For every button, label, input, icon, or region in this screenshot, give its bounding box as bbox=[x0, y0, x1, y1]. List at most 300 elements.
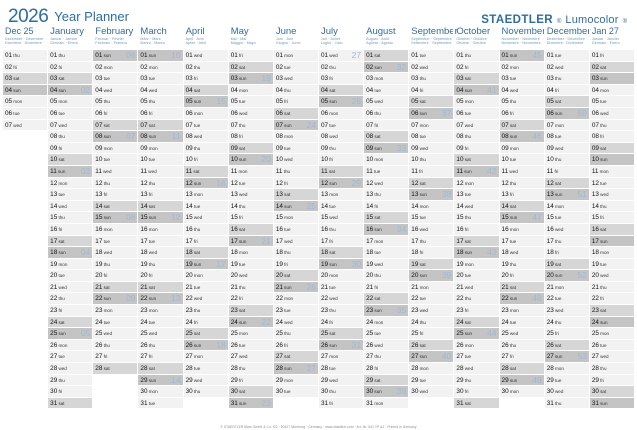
day-cell[interactable] bbox=[138, 131, 182, 143]
day-cell[interactable] bbox=[48, 328, 92, 340]
day-cell[interactable] bbox=[454, 328, 498, 340]
day-cell[interactable] bbox=[274, 166, 318, 178]
day-cell[interactable] bbox=[48, 317, 92, 329]
day-cell[interactable] bbox=[229, 108, 273, 120]
day-cell[interactable] bbox=[364, 178, 408, 190]
day-cell[interactable] bbox=[454, 375, 498, 387]
day-cell[interactable] bbox=[3, 50, 47, 62]
day-cell[interactable] bbox=[138, 363, 182, 375]
day-cell[interactable] bbox=[138, 224, 182, 236]
day-cell[interactable] bbox=[590, 85, 634, 97]
day-cell[interactable] bbox=[229, 166, 273, 178]
day-cell[interactable] bbox=[184, 189, 228, 201]
day-cell[interactable] bbox=[48, 201, 92, 213]
day-cell[interactable] bbox=[364, 131, 408, 143]
day-cell[interactable] bbox=[138, 178, 182, 190]
day-cell[interactable] bbox=[319, 375, 363, 387]
day-cell[interactable] bbox=[274, 259, 318, 271]
day-cell[interactable] bbox=[545, 189, 589, 201]
day-cell[interactable] bbox=[138, 317, 182, 329]
day-cell[interactable] bbox=[364, 50, 408, 62]
day-cell[interactable] bbox=[454, 120, 498, 132]
day-cell[interactable] bbox=[93, 236, 137, 248]
day-cell[interactable] bbox=[48, 386, 92, 398]
day-cell[interactable] bbox=[545, 108, 589, 120]
day-cell[interactable] bbox=[590, 166, 634, 178]
day-cell[interactable] bbox=[454, 282, 498, 294]
day-cell[interactable] bbox=[93, 73, 137, 85]
day-cell[interactable] bbox=[409, 247, 453, 259]
day-cell[interactable] bbox=[93, 270, 137, 282]
day-cell[interactable] bbox=[229, 154, 273, 166]
day-cell[interactable] bbox=[364, 166, 408, 178]
day-cell[interactable] bbox=[48, 305, 92, 317]
day-cell[interactable] bbox=[545, 212, 589, 224]
day-cell[interactable] bbox=[364, 328, 408, 340]
day-cell[interactable] bbox=[274, 50, 318, 62]
day-cell[interactable] bbox=[93, 317, 137, 329]
day-cell[interactable] bbox=[500, 96, 544, 108]
day-cell[interactable] bbox=[454, 50, 498, 62]
day-cell[interactable] bbox=[364, 386, 408, 398]
day-cell[interactable] bbox=[138, 351, 182, 363]
day-cell[interactable] bbox=[319, 351, 363, 363]
day-cell[interactable] bbox=[545, 328, 589, 340]
day-cell[interactable] bbox=[409, 108, 453, 120]
day-cell[interactable] bbox=[500, 270, 544, 282]
day-cell[interactable] bbox=[545, 363, 589, 375]
day-cell[interactable] bbox=[319, 62, 363, 74]
day-cell[interactable] bbox=[545, 154, 589, 166]
day-cell[interactable] bbox=[48, 85, 92, 97]
day-cell[interactable] bbox=[545, 351, 589, 363]
day-cell[interactable] bbox=[48, 293, 92, 305]
day-cell[interactable] bbox=[138, 96, 182, 108]
day-cell[interactable] bbox=[138, 62, 182, 74]
day-cell[interactable] bbox=[229, 85, 273, 97]
day-cell[interactable] bbox=[3, 85, 47, 97]
day-cell[interactable] bbox=[454, 212, 498, 224]
day-cell[interactable] bbox=[48, 363, 92, 375]
day-cell[interactable] bbox=[319, 212, 363, 224]
day-cell[interactable] bbox=[409, 50, 453, 62]
day-cell[interactable] bbox=[184, 73, 228, 85]
day-cell[interactable] bbox=[364, 201, 408, 213]
day-cell[interactable] bbox=[454, 236, 498, 248]
day-cell[interactable] bbox=[454, 317, 498, 329]
day-cell[interactable] bbox=[138, 270, 182, 282]
day-cell[interactable] bbox=[545, 201, 589, 213]
day-cell[interactable] bbox=[454, 259, 498, 271]
day-cell[interactable] bbox=[274, 236, 318, 248]
day-cell[interactable] bbox=[409, 154, 453, 166]
day-cell[interactable] bbox=[93, 328, 137, 340]
day-cell[interactable] bbox=[93, 189, 137, 201]
day-cell[interactable] bbox=[364, 143, 408, 155]
day-cell[interactable] bbox=[364, 120, 408, 132]
day-cell[interactable] bbox=[409, 282, 453, 294]
day-cell[interactable] bbox=[545, 178, 589, 190]
day-cell[interactable] bbox=[409, 96, 453, 108]
day-cell[interactable] bbox=[545, 398, 589, 410]
day-cell[interactable] bbox=[545, 247, 589, 259]
day-cell[interactable] bbox=[274, 120, 318, 132]
day-cell[interactable] bbox=[319, 236, 363, 248]
day-cell[interactable] bbox=[93, 351, 137, 363]
day-cell[interactable] bbox=[500, 189, 544, 201]
day-cell[interactable] bbox=[319, 73, 363, 85]
day-cell[interactable] bbox=[93, 131, 137, 143]
day-cell[interactable] bbox=[454, 224, 498, 236]
day-cell[interactable] bbox=[319, 293, 363, 305]
day-cell[interactable] bbox=[93, 120, 137, 132]
day-cell[interactable] bbox=[138, 73, 182, 85]
day-cell[interactable] bbox=[184, 259, 228, 271]
day-cell[interactable] bbox=[409, 305, 453, 317]
day-cell[interactable] bbox=[500, 305, 544, 317]
day-cell[interactable] bbox=[590, 398, 634, 410]
day-cell[interactable] bbox=[274, 247, 318, 259]
day-cell[interactable] bbox=[409, 189, 453, 201]
day-cell[interactable] bbox=[364, 305, 408, 317]
day-cell[interactable] bbox=[274, 189, 318, 201]
day-cell[interactable] bbox=[48, 96, 92, 108]
day-cell[interactable] bbox=[48, 50, 92, 62]
day-cell[interactable] bbox=[454, 166, 498, 178]
day-cell[interactable] bbox=[48, 154, 92, 166]
day-cell[interactable] bbox=[454, 247, 498, 259]
day-cell[interactable] bbox=[454, 73, 498, 85]
day-cell[interactable] bbox=[364, 363, 408, 375]
day-cell[interactable] bbox=[93, 305, 137, 317]
day-cell[interactable] bbox=[229, 96, 273, 108]
day-cell[interactable] bbox=[409, 62, 453, 74]
day-cell[interactable] bbox=[229, 270, 273, 282]
day-cell[interactable] bbox=[364, 108, 408, 120]
day-cell[interactable] bbox=[409, 386, 453, 398]
day-cell[interactable] bbox=[500, 247, 544, 259]
day-cell[interactable] bbox=[229, 201, 273, 213]
day-cell[interactable] bbox=[319, 131, 363, 143]
day-cell[interactable] bbox=[590, 96, 634, 108]
day-cell[interactable] bbox=[229, 351, 273, 363]
day-cell[interactable] bbox=[93, 340, 137, 352]
day-cell[interactable] bbox=[409, 270, 453, 282]
day-cell[interactable] bbox=[590, 108, 634, 120]
day-cell[interactable] bbox=[138, 305, 182, 317]
day-cell[interactable] bbox=[545, 166, 589, 178]
day-cell[interactable] bbox=[409, 178, 453, 190]
day-cell[interactable] bbox=[274, 351, 318, 363]
day-cell[interactable] bbox=[229, 212, 273, 224]
day-cell[interactable] bbox=[93, 363, 137, 375]
day-cell[interactable] bbox=[590, 375, 634, 387]
day-cell[interactable] bbox=[500, 340, 544, 352]
day-cell[interactable] bbox=[48, 189, 92, 201]
day-cell[interactable] bbox=[184, 270, 228, 282]
day-cell[interactable] bbox=[409, 212, 453, 224]
day-cell[interactable] bbox=[48, 166, 92, 178]
day-cell[interactable] bbox=[184, 236, 228, 248]
day-cell[interactable] bbox=[590, 178, 634, 190]
day-cell[interactable] bbox=[93, 282, 137, 294]
day-cell[interactable] bbox=[500, 154, 544, 166]
day-cell[interactable] bbox=[93, 247, 137, 259]
day-cell[interactable] bbox=[590, 282, 634, 294]
day-cell[interactable] bbox=[319, 143, 363, 155]
day-cell[interactable] bbox=[229, 340, 273, 352]
day-cell[interactable] bbox=[184, 143, 228, 155]
day-cell[interactable] bbox=[93, 154, 137, 166]
day-cell[interactable] bbox=[590, 131, 634, 143]
day-cell[interactable] bbox=[138, 375, 182, 387]
day-cell[interactable] bbox=[274, 224, 318, 236]
day-cell[interactable] bbox=[319, 50, 363, 62]
day-cell[interactable] bbox=[229, 120, 273, 132]
day-cell[interactable] bbox=[364, 154, 408, 166]
day-cell[interactable] bbox=[364, 270, 408, 282]
day-cell[interactable] bbox=[48, 178, 92, 190]
day-cell[interactable] bbox=[364, 236, 408, 248]
day-cell[interactable] bbox=[364, 317, 408, 329]
day-cell[interactable] bbox=[454, 398, 498, 410]
day-cell[interactable] bbox=[184, 108, 228, 120]
day-cell[interactable] bbox=[319, 247, 363, 259]
day-cell[interactable] bbox=[500, 224, 544, 236]
day-cell[interactable] bbox=[409, 224, 453, 236]
day-cell[interactable] bbox=[590, 143, 634, 155]
day-cell[interactable] bbox=[590, 236, 634, 248]
day-cell[interactable] bbox=[500, 108, 544, 120]
day-cell[interactable] bbox=[454, 143, 498, 155]
day-cell[interactable] bbox=[319, 189, 363, 201]
day-cell[interactable] bbox=[454, 305, 498, 317]
day-cell[interactable] bbox=[319, 85, 363, 97]
day-cell[interactable] bbox=[545, 386, 589, 398]
day-cell[interactable] bbox=[409, 328, 453, 340]
day-cell[interactable] bbox=[48, 282, 92, 294]
day-cell[interactable] bbox=[274, 305, 318, 317]
day-cell[interactable] bbox=[319, 282, 363, 294]
day-cell[interactable] bbox=[138, 166, 182, 178]
day-cell[interactable] bbox=[184, 212, 228, 224]
day-cell[interactable] bbox=[274, 73, 318, 85]
day-cell[interactable] bbox=[409, 259, 453, 271]
day-cell[interactable] bbox=[319, 201, 363, 213]
day-cell[interactable] bbox=[138, 259, 182, 271]
day-cell[interactable] bbox=[274, 143, 318, 155]
day-cell[interactable] bbox=[3, 62, 47, 74]
day-cell[interactable] bbox=[93, 178, 137, 190]
day-cell[interactable] bbox=[545, 259, 589, 271]
day-cell[interactable] bbox=[184, 120, 228, 132]
day-cell[interactable] bbox=[93, 108, 137, 120]
day-cell[interactable] bbox=[48, 120, 92, 132]
day-cell[interactable] bbox=[454, 178, 498, 190]
day-cell[interactable] bbox=[319, 259, 363, 271]
day-cell[interactable] bbox=[500, 282, 544, 294]
day-cell[interactable] bbox=[319, 178, 363, 190]
day-cell[interactable] bbox=[500, 143, 544, 155]
day-cell[interactable] bbox=[500, 386, 544, 398]
day-cell[interactable] bbox=[138, 282, 182, 294]
day-cell[interactable] bbox=[274, 62, 318, 74]
day-cell[interactable] bbox=[364, 293, 408, 305]
day-cell[interactable] bbox=[48, 143, 92, 155]
day-cell[interactable] bbox=[590, 259, 634, 271]
day-cell[interactable] bbox=[184, 131, 228, 143]
day-cell[interactable] bbox=[409, 131, 453, 143]
day-cell[interactable] bbox=[590, 154, 634, 166]
day-cell[interactable] bbox=[590, 270, 634, 282]
day-cell[interactable] bbox=[319, 363, 363, 375]
day-cell[interactable] bbox=[409, 375, 453, 387]
day-cell[interactable] bbox=[364, 340, 408, 352]
day-cell[interactable] bbox=[229, 259, 273, 271]
day-cell[interactable] bbox=[184, 178, 228, 190]
day-cell[interactable] bbox=[590, 189, 634, 201]
day-cell[interactable] bbox=[319, 398, 363, 410]
day-cell[interactable] bbox=[319, 224, 363, 236]
day-cell[interactable] bbox=[229, 317, 273, 329]
day-cell[interactable] bbox=[454, 270, 498, 282]
day-cell[interactable] bbox=[184, 50, 228, 62]
day-cell[interactable] bbox=[184, 166, 228, 178]
day-cell[interactable] bbox=[93, 224, 137, 236]
day-cell[interactable] bbox=[229, 189, 273, 201]
day-cell[interactable] bbox=[138, 386, 182, 398]
day-cell[interactable] bbox=[184, 317, 228, 329]
day-cell[interactable] bbox=[319, 317, 363, 329]
day-cell[interactable] bbox=[229, 62, 273, 74]
day-cell[interactable] bbox=[409, 363, 453, 375]
day-cell[interactable] bbox=[319, 96, 363, 108]
day-cell[interactable] bbox=[274, 178, 318, 190]
day-cell[interactable] bbox=[545, 50, 589, 62]
day-cell[interactable] bbox=[545, 317, 589, 329]
day-cell[interactable] bbox=[229, 363, 273, 375]
day-cell[interactable] bbox=[500, 363, 544, 375]
day-cell[interactable] bbox=[138, 108, 182, 120]
day-cell[interactable] bbox=[93, 166, 137, 178]
day-cell[interactable] bbox=[184, 375, 228, 387]
day-cell[interactable] bbox=[229, 386, 273, 398]
day-cell[interactable] bbox=[409, 317, 453, 329]
day-cell[interactable] bbox=[454, 62, 498, 74]
day-cell[interactable] bbox=[184, 386, 228, 398]
day-cell[interactable] bbox=[454, 201, 498, 213]
day-cell[interactable] bbox=[319, 305, 363, 317]
day-cell[interactable] bbox=[590, 212, 634, 224]
day-cell[interactable] bbox=[500, 201, 544, 213]
day-cell[interactable] bbox=[93, 62, 137, 74]
day-cell[interactable] bbox=[364, 73, 408, 85]
day-cell[interactable] bbox=[274, 212, 318, 224]
day-cell[interactable] bbox=[319, 340, 363, 352]
day-cell[interactable] bbox=[229, 282, 273, 294]
day-cell[interactable] bbox=[3, 73, 47, 85]
day-cell[interactable] bbox=[138, 154, 182, 166]
day-cell[interactable] bbox=[364, 375, 408, 387]
day-cell[interactable] bbox=[590, 224, 634, 236]
day-cell[interactable] bbox=[93, 293, 137, 305]
day-cell[interactable] bbox=[500, 317, 544, 329]
day-cell[interactable] bbox=[409, 201, 453, 213]
day-cell[interactable] bbox=[590, 305, 634, 317]
day-cell[interactable] bbox=[590, 120, 634, 132]
day-cell[interactable] bbox=[590, 201, 634, 213]
day-cell[interactable] bbox=[93, 259, 137, 271]
day-cell[interactable] bbox=[590, 328, 634, 340]
day-cell[interactable] bbox=[364, 398, 408, 410]
day-cell[interactable] bbox=[545, 120, 589, 132]
day-cell[interactable] bbox=[3, 96, 47, 108]
day-cell[interactable] bbox=[364, 189, 408, 201]
day-cell[interactable] bbox=[500, 328, 544, 340]
day-cell[interactable] bbox=[500, 212, 544, 224]
day-cell[interactable] bbox=[364, 96, 408, 108]
day-cell[interactable] bbox=[500, 166, 544, 178]
day-cell[interactable] bbox=[138, 236, 182, 248]
day-cell[interactable] bbox=[48, 247, 92, 259]
day-cell[interactable] bbox=[319, 270, 363, 282]
day-cell[interactable] bbox=[48, 212, 92, 224]
day-cell[interactable] bbox=[319, 328, 363, 340]
day-cell[interactable] bbox=[409, 143, 453, 155]
day-cell[interactable] bbox=[409, 120, 453, 132]
day-cell[interactable] bbox=[138, 328, 182, 340]
day-cell[interactable] bbox=[93, 96, 137, 108]
day-cell[interactable] bbox=[229, 293, 273, 305]
day-cell[interactable] bbox=[545, 96, 589, 108]
day-cell[interactable] bbox=[364, 351, 408, 363]
day-cell[interactable] bbox=[409, 166, 453, 178]
day-cell[interactable] bbox=[545, 293, 589, 305]
day-cell[interactable] bbox=[184, 282, 228, 294]
day-cell[interactable] bbox=[93, 50, 137, 62]
day-cell[interactable] bbox=[48, 108, 92, 120]
day-cell[interactable] bbox=[138, 143, 182, 155]
day-cell[interactable] bbox=[274, 386, 318, 398]
day-cell[interactable] bbox=[500, 178, 544, 190]
day-cell[interactable] bbox=[229, 224, 273, 236]
day-cell[interactable] bbox=[138, 247, 182, 259]
day-cell[interactable] bbox=[229, 73, 273, 85]
day-cell[interactable] bbox=[48, 62, 92, 74]
day-cell[interactable] bbox=[48, 224, 92, 236]
day-cell[interactable] bbox=[545, 340, 589, 352]
day-cell[interactable] bbox=[229, 143, 273, 155]
day-cell[interactable] bbox=[274, 201, 318, 213]
day-cell[interactable] bbox=[545, 270, 589, 282]
day-cell[interactable] bbox=[138, 293, 182, 305]
day-cell[interactable] bbox=[454, 351, 498, 363]
day-cell[interactable] bbox=[454, 293, 498, 305]
day-cell[interactable] bbox=[184, 328, 228, 340]
day-cell[interactable] bbox=[364, 224, 408, 236]
day-cell[interactable] bbox=[229, 398, 273, 410]
day-cell[interactable] bbox=[590, 50, 634, 62]
day-cell[interactable] bbox=[590, 62, 634, 74]
day-cell[interactable] bbox=[364, 62, 408, 74]
day-cell[interactable] bbox=[48, 131, 92, 143]
day-cell[interactable] bbox=[545, 62, 589, 74]
day-cell[interactable] bbox=[500, 62, 544, 74]
day-cell[interactable] bbox=[545, 143, 589, 155]
day-cell[interactable] bbox=[319, 166, 363, 178]
day-cell[interactable] bbox=[500, 73, 544, 85]
day-cell[interactable] bbox=[454, 85, 498, 97]
